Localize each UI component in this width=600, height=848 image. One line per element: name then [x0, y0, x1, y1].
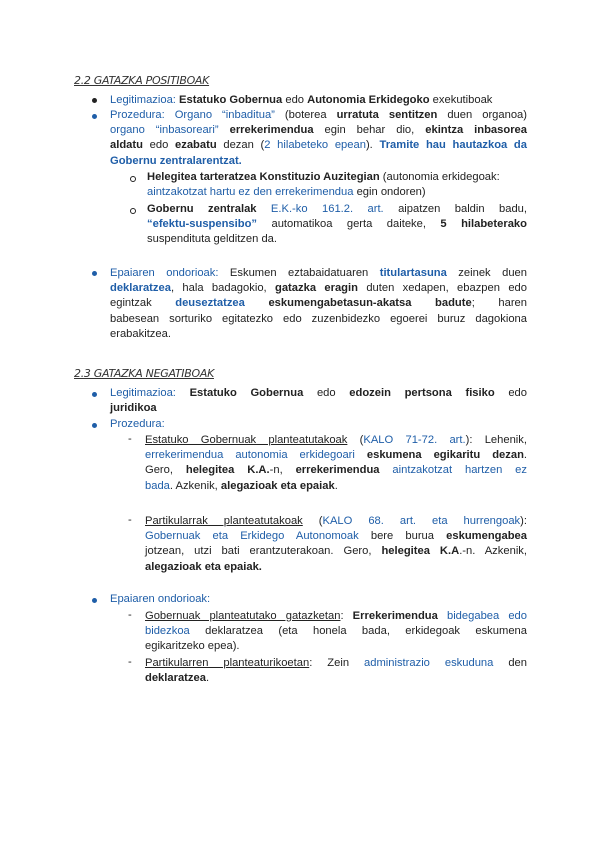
sub-bullet-circle	[130, 176, 136, 182]
section-heading-negative: 2.3 GATAZKA NEGATIBOAK	[74, 367, 214, 380]
negative-consequences-label: Epaiaren ondorioak:	[110, 593, 211, 605]
negative-private-consequence: Partikularren planteaturikoetan: Zein administrazio eskuduna den deklaratzea.	[145, 657, 527, 685]
bullet-dot	[92, 598, 97, 603]
bullet-dot	[92, 114, 97, 119]
section-heading-positive: 2.2 GATAZKA POSITIBOAK	[74, 74, 210, 87]
sub-bullet-circle	[130, 208, 136, 214]
dash-marker: -	[128, 609, 132, 621]
negative-state-raised: Estatuko Gobernuak planteatutakoak (KALO 71-72. art.): Lehenik, errekerimendua autonomia erkidegoari eskumena egikaritu dezan. Gero, helegitea K.A.-n, errekerimendua aintzakotzat hartzen ez bada. Azkenik, alegazioak eta epaiak.	[145, 434, 528, 492]
dash-marker: -	[128, 433, 132, 445]
bullet-dot	[92, 98, 97, 103]
negative-private-raised: Partikularrak planteatutakoak (KALO 68. art. eta hurrengoak): Gobernuak eta Erkidego Autonomoak bere burua eskumengabea jotzean, utzi bati erantzuterakoan. Gero, helegitea K.A.-n. Azkenik, alegazioak eta epaiak.	[145, 515, 528, 573]
negative-government-consequence: Gobernuak planteatutako gatazketan: Errekerimendua bidegabea edo bidezkoa deklaratzea (eta honela bada, erkidegoak eskumena egikaritzeko epea).	[145, 610, 527, 653]
negative-procedure-label: Prozedura:	[110, 418, 165, 430]
bullet-dot	[92, 392, 97, 397]
positive-consequences: Epaiaren ondorioak: Eskumen eztabaidatuaren titulartasuna zeinek duen deklaratzea, hala badagokio, gatazka eragin duten xedapen, ebazpen edo egintzak deuseztatzea eskumengabetasun-akatsa badute; haren babesean sorturiko egitatezko edo zuzenbidezko egoerei buruz dagokiona erabakitzea.	[110, 267, 527, 340]
dash-marker: -	[128, 514, 132, 526]
bullet-dot	[92, 423, 97, 428]
positive-legitimation: Legitimazioa: Estatuko Gobernua edo Autonomia Erkidegoko exekutiboak	[110, 94, 493, 106]
positive-sub-appeal: Helegitea tarteratzea Konstituzio Auzitegian (autonomia erkidegoak: aintzakotzat hartu ez den errekerimendua egin ondoren)	[147, 171, 500, 199]
positive-sub-central: Gobernu zentralak E.K.-ko 161.2. art. aipatzen baldin badu, “efektu-suspensibo” automatikoa gerta daiteke, 5 hilabeterako suspendituta gelditzen da.	[147, 203, 528, 246]
positive-procedure: Prozedura: Organo “inbaditua” (boterea urratuta sentitzen duen organoa) organo “inbasoreari” errekerimendua egin behar dio, ekintza inbasorea aldatu edo ezabatu dezan (2 hilabeteko epean). Tramite hau hautazkoa da Gobernu zentralarentzat.	[110, 109, 528, 167]
negative-legitimation: Legitimazioa: Estatuko Gobernua edo edozein pertsona fisiko edo juridikoa	[110, 387, 527, 415]
dash-marker: -	[128, 656, 132, 668]
bullet-dot	[92, 271, 97, 276]
